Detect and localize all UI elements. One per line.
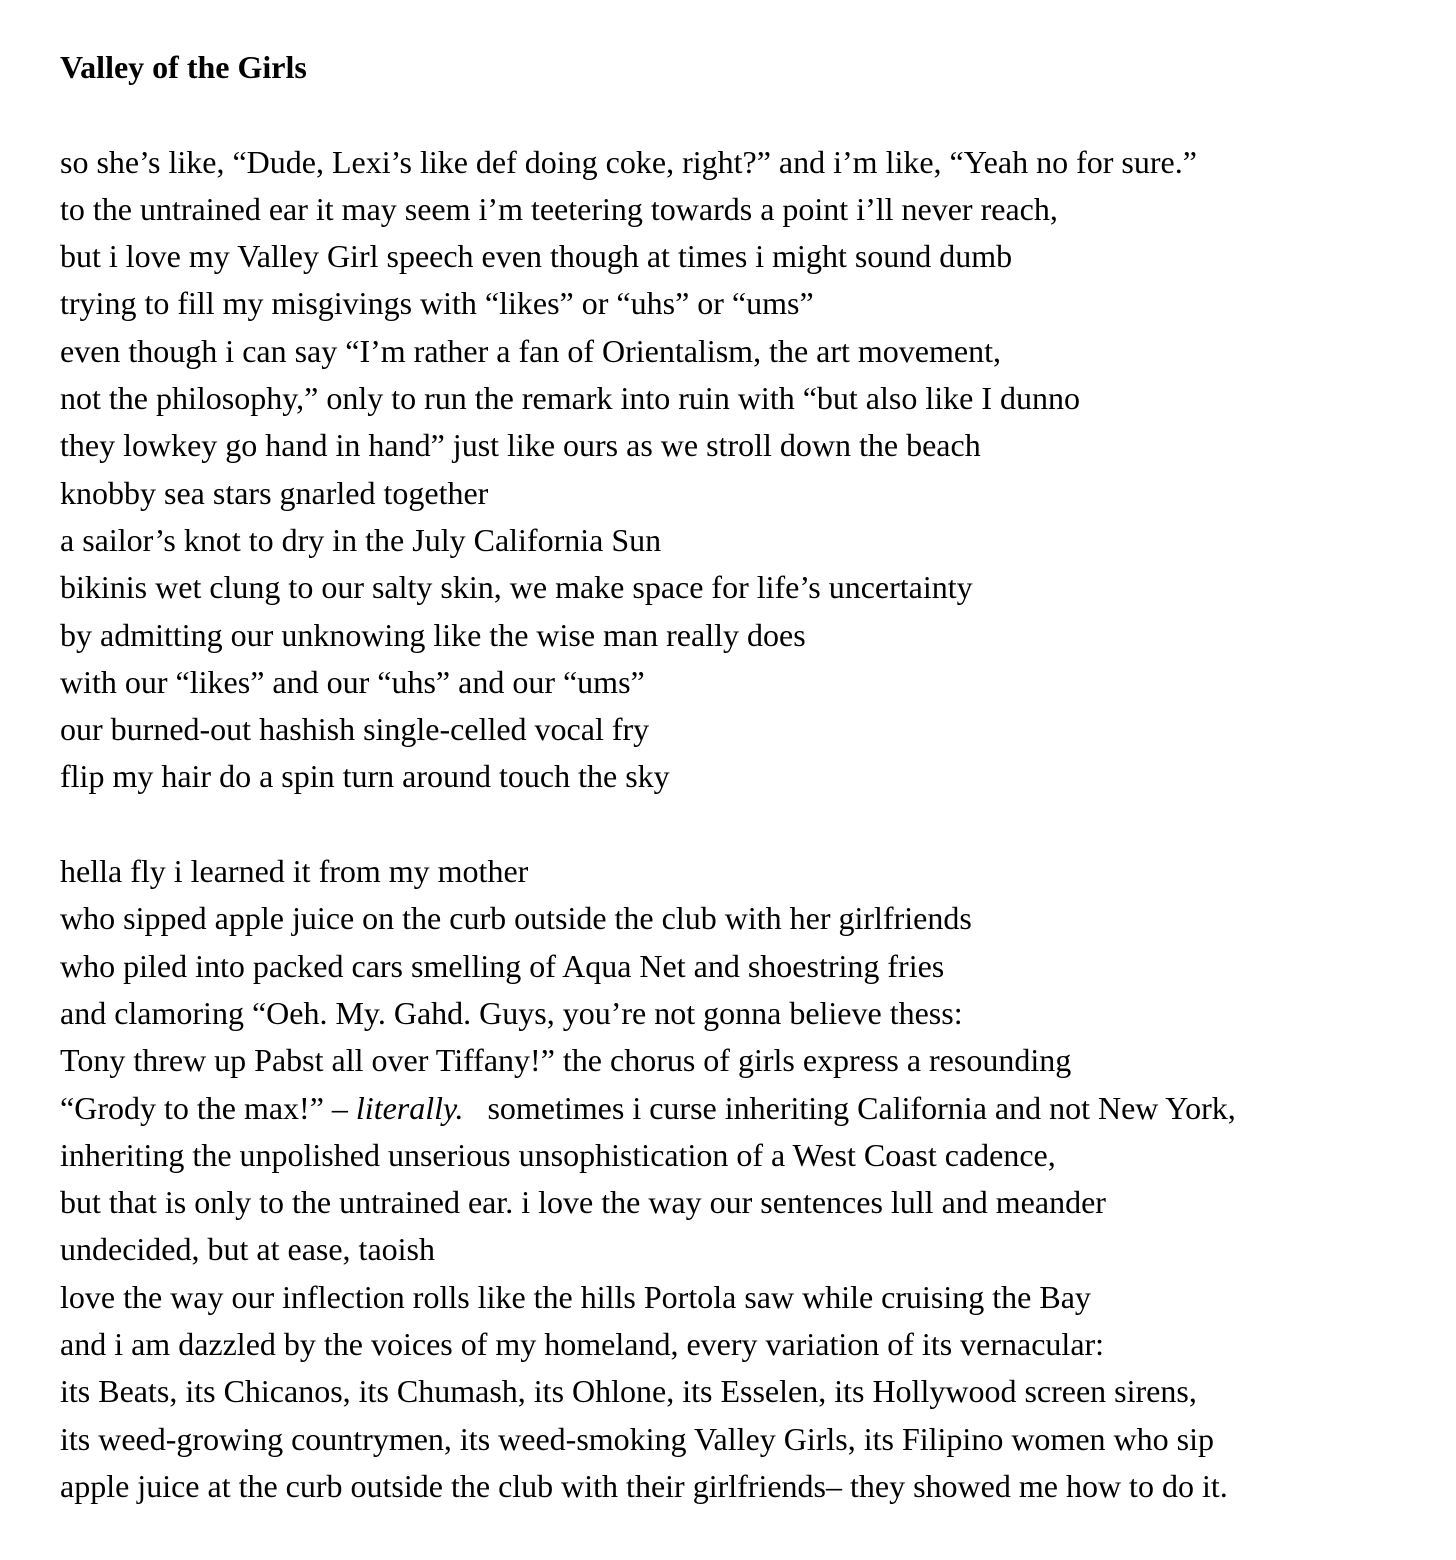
poem-line: so she’s like, “Dude, Lexi’s like def doing coke, right?” and i’m like, “Yeah no for sure.” xyxy=(60,143,1197,180)
poem-line: our burned-out hashish single-celled vocal fry xyxy=(60,711,650,748)
poem-line: a sailor’s knot to dry in the July California Sun xyxy=(60,521,662,558)
poem-line: apple juice at the curb outside the club with their girlfriends– they showed me how to do it. xyxy=(60,1467,1228,1504)
line-text-start: “Grody to the max!” – xyxy=(60,1089,356,1126)
poem-title: Valley of the Girls xyxy=(60,49,307,85)
poem-line: inheriting the unpolished unserious unsophistication of a West Coast cadence, xyxy=(60,1136,1056,1173)
poem-line: by admitting our unknowing like the wise man really does xyxy=(60,616,806,653)
poem-line-mixed xyxy=(60,1085,1440,1132)
poem-page xyxy=(60,44,1440,1510)
poem-line: who piled into packed cars smelling of Aqua Net and shoestring fries xyxy=(60,947,945,984)
poem-line: hella fly i learned it from my mother xyxy=(60,853,529,890)
stanza-1 xyxy=(60,139,1440,801)
poem-line: with our “likes” and our “uhs” and our “ums” xyxy=(60,663,645,700)
poem-line: but that is only to the untrained ear. i love the way our sentences lull and meander xyxy=(60,1184,1106,1221)
poem-line: and i am dazzled by the voices of my homeland, every variation of its vernacular: xyxy=(60,1326,1105,1363)
poem-line: its Beats, its Chicanos, its Chumash, its Ohlone, its Esselen, its Hollywood screen sirens, xyxy=(60,1373,1197,1410)
poem-line: love the way our inflection rolls like the hills Portola saw while cruising the Bay xyxy=(60,1278,1091,1315)
poem-line: they lowkey go hand in hand” just like ours as we stroll down the beach xyxy=(60,427,981,464)
poem-line: to the untrained ear it may seem i’m teetering towards a point i’ll never reach, xyxy=(60,190,1058,227)
poem-line: trying to fill my misgivings with “likes” or “uhs” or “ums” xyxy=(60,285,814,322)
poem-line: undecided, but at ease, taoish xyxy=(60,1231,435,1268)
poem-line: but i love my Valley Girl speech even though at times i might sound dumb xyxy=(60,238,1013,275)
stanza-2 xyxy=(60,848,1440,1510)
poem-line: bikinis wet clung to our salty skin, we make space for life’s uncertainty xyxy=(60,569,973,606)
poem-line: even though i can say “I’m rather a fan of Orientalism, the art movement, xyxy=(60,332,1001,369)
italic-literally: literally. xyxy=(355,1089,464,1126)
poem-line: not the philosophy,” only to run the remark into ruin with “but also like I dunno xyxy=(60,380,1080,417)
poem-line: knobby sea stars gnarled together xyxy=(60,474,489,511)
poem-line: and clamoring “Oeh. My. Gahd. Guys, you’re not gonna believe thess: xyxy=(60,994,963,1031)
poem-line: who sipped apple juice on the curb outside the club with her girlfriends xyxy=(60,900,972,937)
line-text-end: sometimes i curse inheriting California and not New York, xyxy=(463,1089,1236,1126)
poem-line: its weed-growing countrymen, its weed-smoking Valley Girls, its Filipino women who sip xyxy=(60,1420,1214,1457)
poem-line: flip my hair do a spin turn around touch the sky xyxy=(60,758,670,795)
poem-line: Tony threw up Pabst all over Tiffany!” the chorus of girls express a resounding xyxy=(60,1042,1072,1079)
